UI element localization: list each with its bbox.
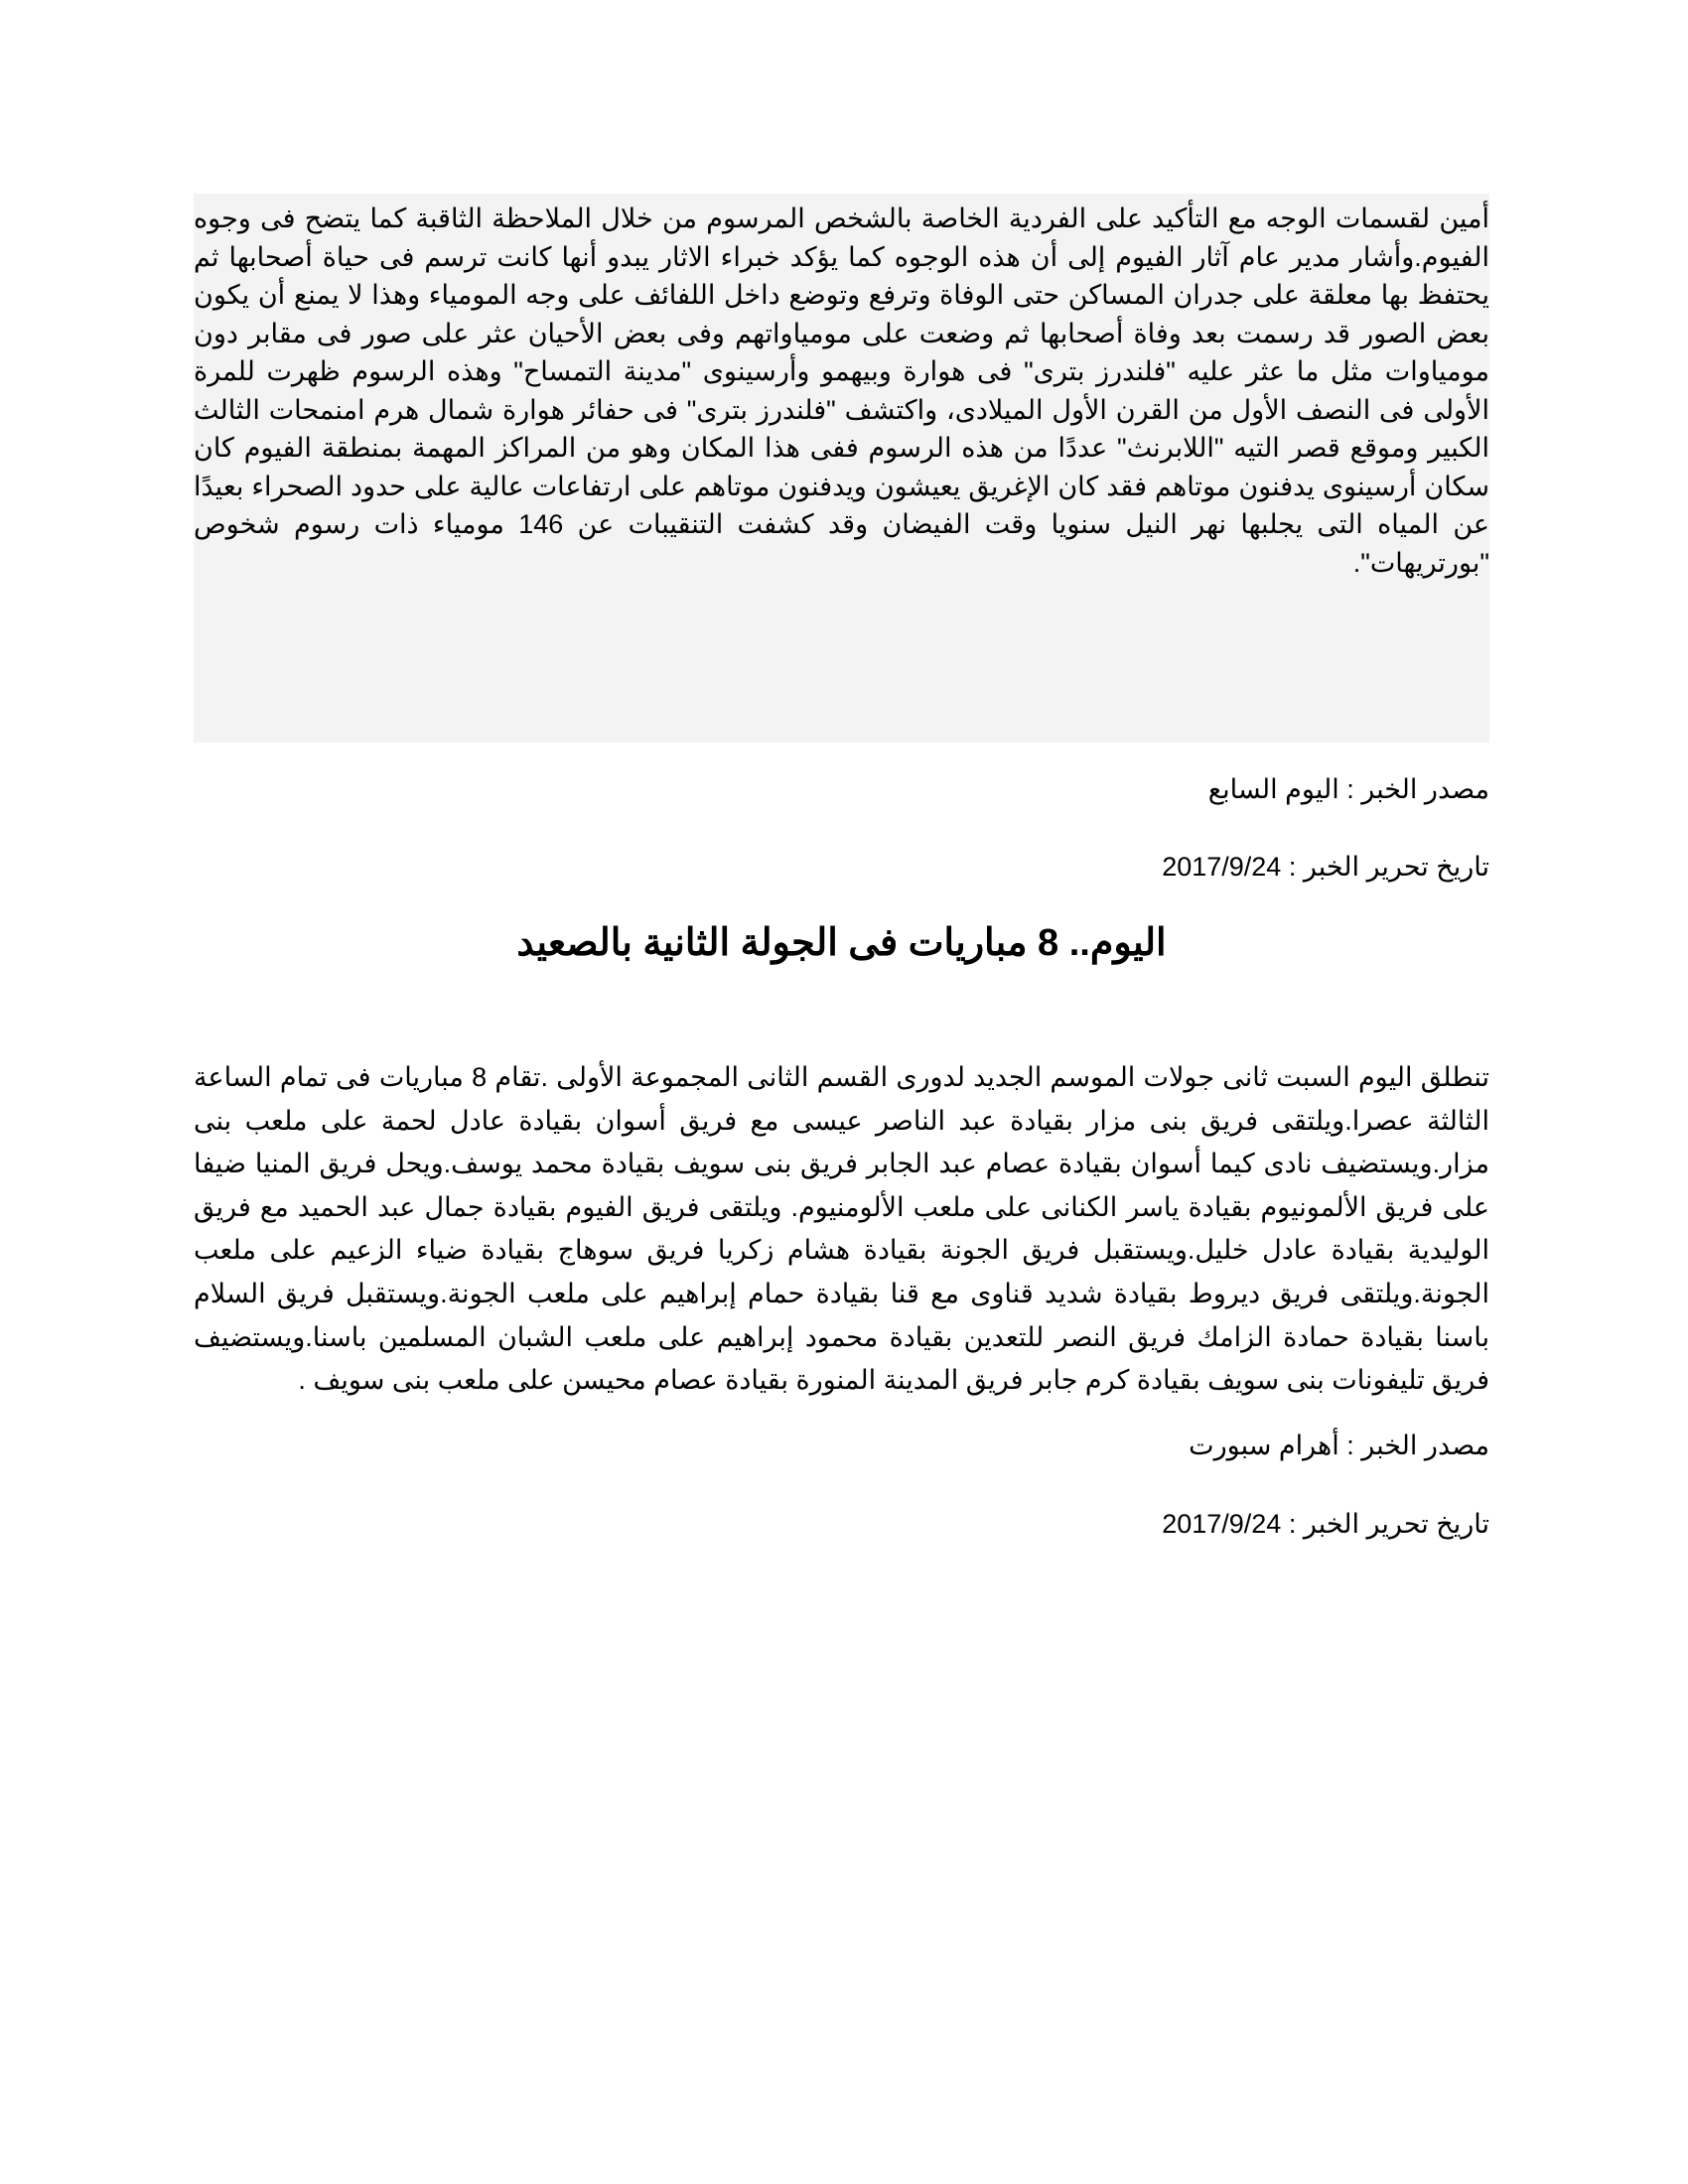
article1-date: تاريخ تحرير الخبر : 2017/9/24: [1162, 852, 1489, 882]
article2-headline: اليوم.. 8 مباريات فى الجولة الثانية بالصعيد: [516, 922, 1167, 964]
article2-date: تاريخ تحرير الخبر : 2017/9/24: [1162, 1508, 1489, 1539]
article2-source: مصدر الخبر : أهرام سبورت: [1189, 1430, 1489, 1460]
article1-body: أمين لقسمات الوجه مع التأكيد على الفردية الخاصة بالشخص المرسوم من خلال الملاحظة الثاقبة كما يتضح فى وجوه الفيوم.وأشار مدير عام آثار الفيوم إلى أن هذه الوجوه كما يؤكد خبراء الاثار يبدو أنها كانت ترسم فى حياة أصحابها ثم يحتفظ بها معلقة على جدران المساكن حتى الوفاة وترفع وتوضع داخل اللفائف على وجه المومياء وهذا لا يمنع أن يكون بعض الصور قد رسمت بعد وفاة أصحابها ثم وضعت على مومياواتهم وفى بعض الأحيان عثر على صور فى مقابر دون مومياوات مثل ما عثر عليه "فلندرز بترى" فى هوارة وبيهمو وأرسينوى "مدينة التمساح" وهذه الرسوم ظهرت للمرة الأولى فى النصف الأول من القرن الأول الميلادى، واكتشف "فلندرز بترى" فى حفائر هوارة شمال هرم امنمحات الثالث الكبير وموقع قصر التيه "اللابرنث" عددًا من هذه الرسوم ففى هذا المكان وهو من المراكز المهمة بمنطقة الفيوم كان سكان أرسينوى يدفنون موتاهم فقد كان الإغريق يعيشون ويدفنون موتاهم على ارتفاعات عالية على حدود الصحراء بعيدًا عن المياه التى يجلبها نهر النيل سنويا وقت الفيضان وقد كشفت التنقيبات عن 146 مومياء ذات رسوم شخوص "بورتريهات".: [194, 204, 1489, 578]
document-page: [194, 194, 1489, 1541]
article2-body: تنطلق اليوم السبت ثانى جولات الموسم الجديد لدورى القسم الثانى المجموعة الأولى .تقام 8 مباريات فى تمام الساعة الثالثة عصرا.ويلتقى فريق بنى مزار بقيادة عبد الناصر عيسى مع فريق أسوان بقيادة عادل لحمة على ملعب بنى مزار.ويستضيف نادى كيما أسوان بقيادة عصام عبد الجابر فريق بنى سويف بقيادة محمد يوسف.ويحل فريق المنيا ضيفا على فريق الألمونيوم بقيادة ياسر الكنانى على ملعب الألومنيوم. ويلتقى فريق الفيوم بقيادة جمال عبد الحميد مع فريق الوليدية بقيادة عادل خليل.ويستقبل فريق الجونة بقيادة هشام زكريا فريق سوهاج بقيادة ضياء الزعيم على ملعب الجونة.ويلتقى فريق ديروط بقيادة شديد قناوى مع قنا بقيادة حمام إبراهيم على ملعب الجونة.ويستقبل فريق السلام باسنا بقيادة حمادة الزامك فريق النصر للتعدين بقيادة محمود إبراهيم على ملعب الشبان المسلمين باسنا.ويستضيف فريق تليفونات بنى سويف بقيادة كرم جابر فريق المدينة المنورة بقيادة عصام محيسن على ملعب بنى سويف .: [194, 1062, 1490, 1396]
article1-source: مصدر الخبر : اليوم السابع: [1207, 774, 1489, 804]
article1-body-block: [194, 194, 1489, 743]
